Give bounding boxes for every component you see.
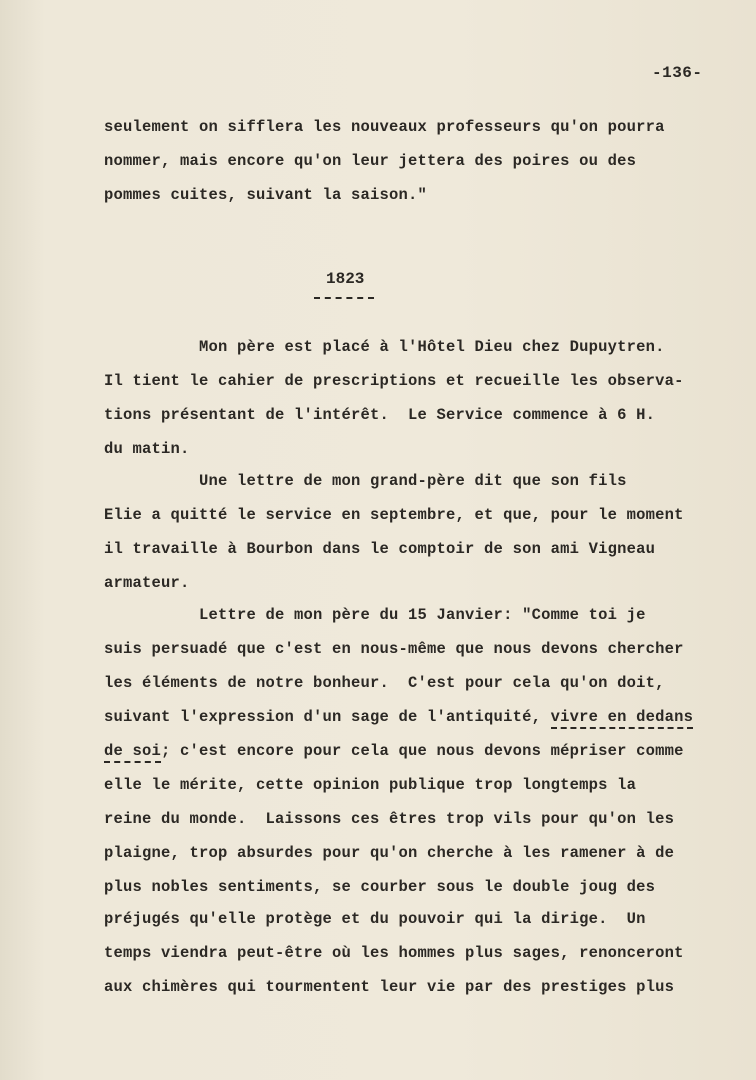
text-segment: ; c'est encore pour cela que nous devons mépriser comme [161,742,684,760]
text-line: tions présentant de l'intérêt. Le Service commence à 6 H. [104,406,656,424]
underlined-phrase: vivre en dedans [551,708,694,729]
text-line: plus nobles sentiments, se courber sous le double joug des [104,878,656,896]
text-line [104,708,693,726]
text-line: Lettre de mon père du 15 Janvier: "Comme toi je [104,606,646,624]
text-line: plaigne, trop absurdes pour qu'on cherche à les ramener à de [104,844,675,862]
text-line: Elie a quitté le service en septembre, et que, pour le moment [104,506,684,524]
text-line: armateur. [104,574,190,592]
text-line: du matin. [104,440,190,458]
page-number: -136- [652,64,703,82]
text-line: reine du monde. Laissons ces êtres trop vils pour qu'on les [104,810,675,828]
text-line: pommes cuites, suivant la saison." [104,186,428,204]
text-line: suis persuadé que c'est en nous-même que nous devons chercher [104,640,684,658]
text-line: seulement on sifflera les nouveaux professeurs qu'on pourra [104,118,665,136]
text-line: Une lettre de mon grand-père dit que son fils [104,472,627,490]
underlined-phrase: de soi [104,742,161,763]
text-segment: suivant l'expression d'un sage de l'antiquité, [104,708,551,726]
text-line: aux chimères qui tourmentent leur vie par des prestiges plus [104,978,675,996]
text-line: temps viendra peut-être où les hommes plus sages, renonceront [104,944,684,962]
text-line: préjugés qu'elle protège et du pouvoir qui la dirige. Un [104,910,646,928]
text-line: les éléments de notre bonheur. C'est pour cela qu'on doit, [104,674,665,692]
text-line [104,742,684,760]
section-year-heading: 1823 [326,270,365,288]
text-line: elle le mérite, cette opinion publique trop longtemps la [104,776,637,794]
text-line: il travaille à Bourbon dans le comptoir de son ami Vigneau [104,540,656,558]
text-line: Il tient le cahier de prescriptions et recueille les observa- [104,372,684,390]
text-line: nommer, mais encore qu'on leur jettera des poires ou des [104,152,637,170]
heading-dashed-rule [314,297,374,299]
text-line: Mon père est placé à l'Hôtel Dieu chez Dupuytren. [104,338,665,356]
